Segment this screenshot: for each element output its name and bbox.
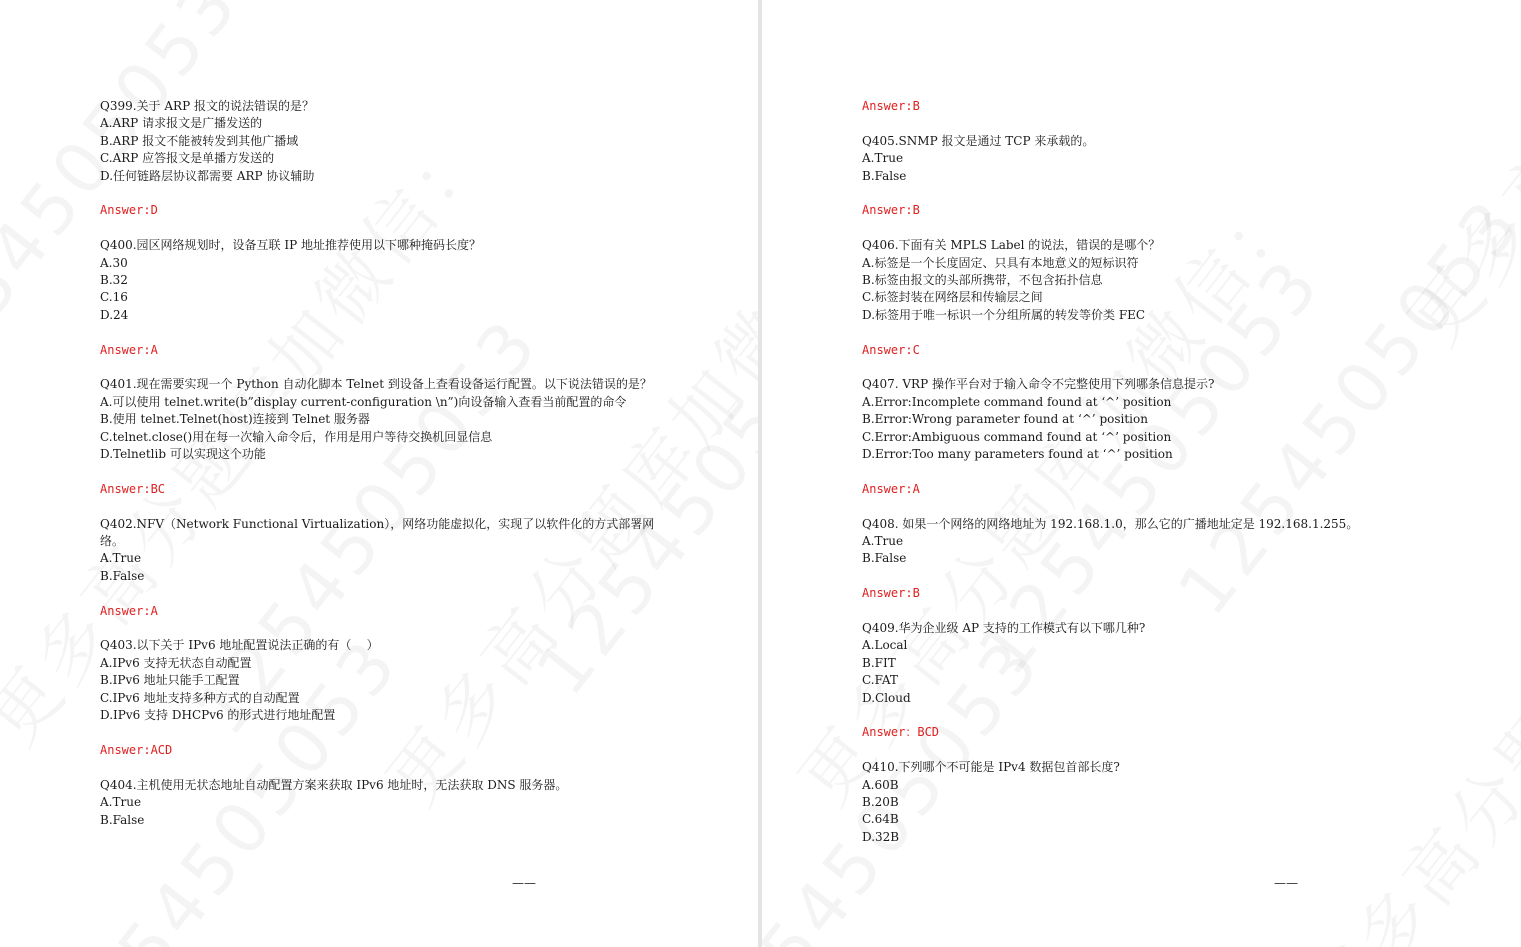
question-text: Q408. 如果一个网络的网络地址为 192.168.1.0，那么它的广播地址定是 192.168.1.255。 (862, 516, 1359, 531)
option-a: A.True (862, 534, 904, 549)
option-a: A.Local (862, 638, 908, 653)
question-text: Q401.现在需要实现一个 Python 自动化脚本 Telnet 到设备上查看设备运行配置。以下说法错误的是？ (100, 377, 652, 392)
question-text: Q403.以下关于 IPv6 地址配置说法正确的有（ ） (100, 638, 379, 653)
question-text: Q402.NFV（Network Functional Virtualization），网络功能虚拟化，实现了以软件化的方式部署网络。 (100, 516, 655, 549)
question-text: Q400.园区网络规划时，设备互联 IP 地址推荐使用以下哪种掩码长度？ (100, 238, 482, 253)
answer-label: Answer:D (100, 203, 158, 218)
option-a: A.True (100, 551, 142, 566)
question-text: Q404.主机使用无状态地址自动配置方案来获取 IPv6 地址时，无法获取 DNS 服务器。 (100, 777, 568, 792)
option-d: D.Cloud (862, 690, 911, 705)
question-block (862, 237, 1422, 359)
question-block (862, 620, 1422, 742)
option-d: D.IPv6 支持 DHCPv6 的形式进行地址配置 (100, 708, 336, 723)
option-c: C.标签封装在网络层和传输层之间 (862, 290, 1043, 305)
option-b: B.标签由报文的头部所携带，不包含拓扑信息 (862, 273, 1103, 288)
option-c: C.IPv6 地址支持多种方式的自动配置 (100, 690, 300, 705)
answer-label: Answer:B (862, 99, 920, 113)
answer-label: Answer：BCD (862, 725, 940, 740)
question-block (100, 237, 660, 359)
answer-label: Answer:ACD (100, 742, 173, 757)
option-b: B.32 (100, 273, 128, 288)
question-block (100, 376, 660, 498)
option-d: D.标签用于唯一标识一个分组所属的转发等价类 FEC (862, 307, 1146, 322)
option-b: B.Error:Wrong parameter found at ‘^’ position (862, 412, 1148, 427)
page-footer: —— (512, 876, 536, 890)
answer-label: Answer:B (862, 586, 920, 601)
option-d: D.Error:Too many parameters found at ‘^’ position (862, 447, 1173, 462)
option-c: C.ARP 应答报文是单播方发送的 (100, 151, 275, 166)
question-block (100, 777, 660, 829)
option-b: B.ARP 报文不能被转发到其他广播域 (100, 133, 299, 148)
option-b: B.False (100, 812, 145, 827)
question-text: Q409.华为企业级 AP 支持的工作模式有以下哪几种? (862, 621, 1146, 636)
question-block (100, 516, 660, 620)
page-right (762, 0, 1521, 947)
option-b: B.False (100, 568, 145, 583)
option-b: B.False (862, 551, 907, 566)
option-c: C.Error:Ambiguous command found at ‘^’ position (862, 429, 1172, 444)
option-a: A.30 (100, 255, 128, 270)
question-list (100, 98, 660, 829)
option-d: D.Telnetlib 可以实现这个功能 (100, 447, 266, 462)
option-a: A.Error:Incomplete command found at ‘^’ position (862, 394, 1172, 409)
answer-label: Answer:A (862, 481, 920, 496)
option-b: B.20B (862, 795, 899, 810)
option-a: A.可以使用 telnet.write(b”display current-configuration \n”)向设备输入查看当前配置的命令 (100, 394, 627, 409)
question-block (862, 516, 1422, 603)
option-b: B.FIT (862, 655, 896, 670)
option-a: A.True (862, 151, 904, 166)
option-b: B.False (862, 168, 907, 183)
question-text: Q406.下面有关 MPLS Label 的说法，错误的是哪个？ (862, 238, 1161, 253)
option-a: A.60B (862, 777, 899, 792)
question-list (862, 98, 1422, 846)
answer-label: Answer:C (862, 342, 920, 357)
question-block (100, 98, 660, 220)
question-block (100, 637, 660, 759)
question-text: Q410.下列哪个不可能是 IPv4 数据包首部长度? (862, 760, 1120, 775)
option-a: A.标签是一个长度固定、只具有本地意义的短标识符 (862, 255, 1139, 270)
answer-label: Answer:BC (100, 481, 166, 496)
answer-label: Answer:A (100, 342, 158, 357)
question-text: Q399.关于 ARP 报文的说法错误的是？ (100, 99, 314, 113)
option-b: B.IPv6 地址只能手工配置 (100, 673, 240, 688)
option-c: C.FAT (862, 673, 898, 688)
answer-label: Answer:A (100, 603, 158, 618)
option-d: D.24 (100, 307, 129, 322)
question-block (862, 376, 1422, 498)
question-text: Q405.SNMP 报文是通过 TCP 来承载的。 (862, 133, 1095, 148)
answer-label: Answer:B (862, 203, 920, 218)
option-a: A.ARP 请求报文是广播发送的 (100, 116, 263, 131)
question-block (862, 133, 1422, 220)
option-c: C.64B (862, 812, 899, 827)
option-b: B.使用 telnet.Telnet(host)连接到 Telnet 服务器 (100, 412, 370, 427)
option-d: D.任何链路层协议都需要 ARP 协议辅助 (100, 168, 315, 183)
option-a: A.True (100, 795, 142, 810)
page-footer: —— (1274, 876, 1298, 890)
question-text: Q407. VRP 操作平台对于输入命令不完整使用下列哪条信息提示? (862, 377, 1215, 392)
question-block (862, 759, 1422, 846)
page-left (0, 0, 758, 947)
option-c: C.16 (100, 290, 128, 305)
option-d: D.32B (862, 829, 900, 844)
option-a: A.IPv6 支持无状态自动配置 (100, 655, 252, 670)
option-c: C.telnet.close()用在每一次输入命令后，作用是用户等待交换机回显信息 (100, 429, 493, 444)
